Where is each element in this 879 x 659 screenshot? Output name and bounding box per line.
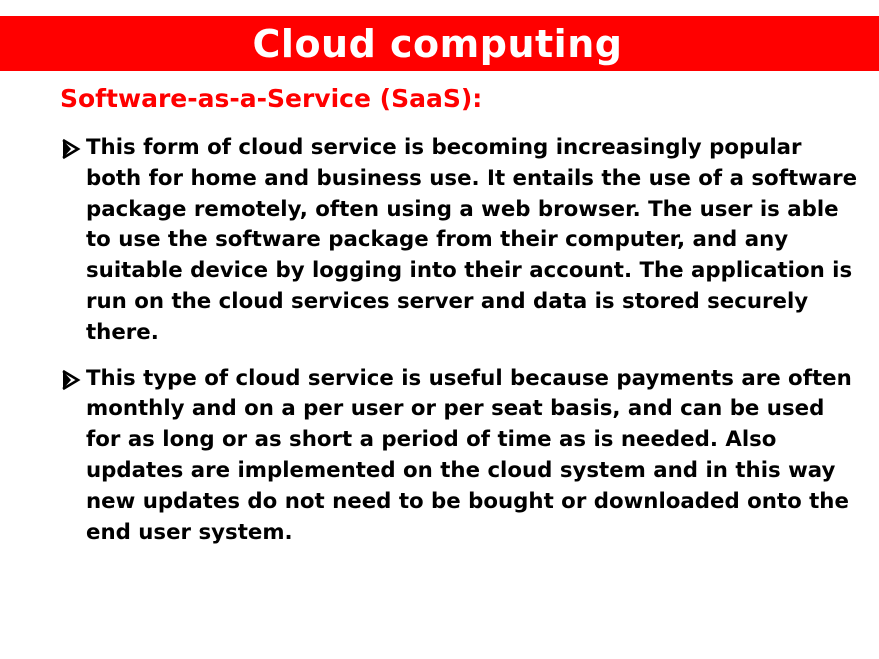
bullet-text: This form of cloud service is becoming increasingly popular both for home and business use. It entails the use of a software package remotely, often using a web browser. The user is able to use the software package from their computer, and any suitable device by logging into their account. The application is run on the cloud services server and data is stored securely there. bbox=[86, 135, 858, 345]
slide-subtitle: Software-as-a-Service (SaaS): bbox=[60, 84, 483, 113]
arrowhead-bullet-icon bbox=[60, 364, 82, 394]
slide-title: Cloud computing bbox=[252, 21, 623, 66]
bullet-list bbox=[60, 133, 860, 563]
bullet-text: This type of cloud service is useful because payments are often monthly and on a per user or per seat basis, and can be used for as long or as short a period of time as is needed. Also updates are implemented on the cloud system and in this way new updates do not need to be bought or downloaded onto the end user system. bbox=[86, 365, 852, 545]
bullet-item bbox=[60, 364, 860, 549]
bullet-item bbox=[60, 133, 860, 349]
title-bar bbox=[0, 16, 879, 71]
arrowhead-bullet-icon bbox=[60, 133, 82, 163]
